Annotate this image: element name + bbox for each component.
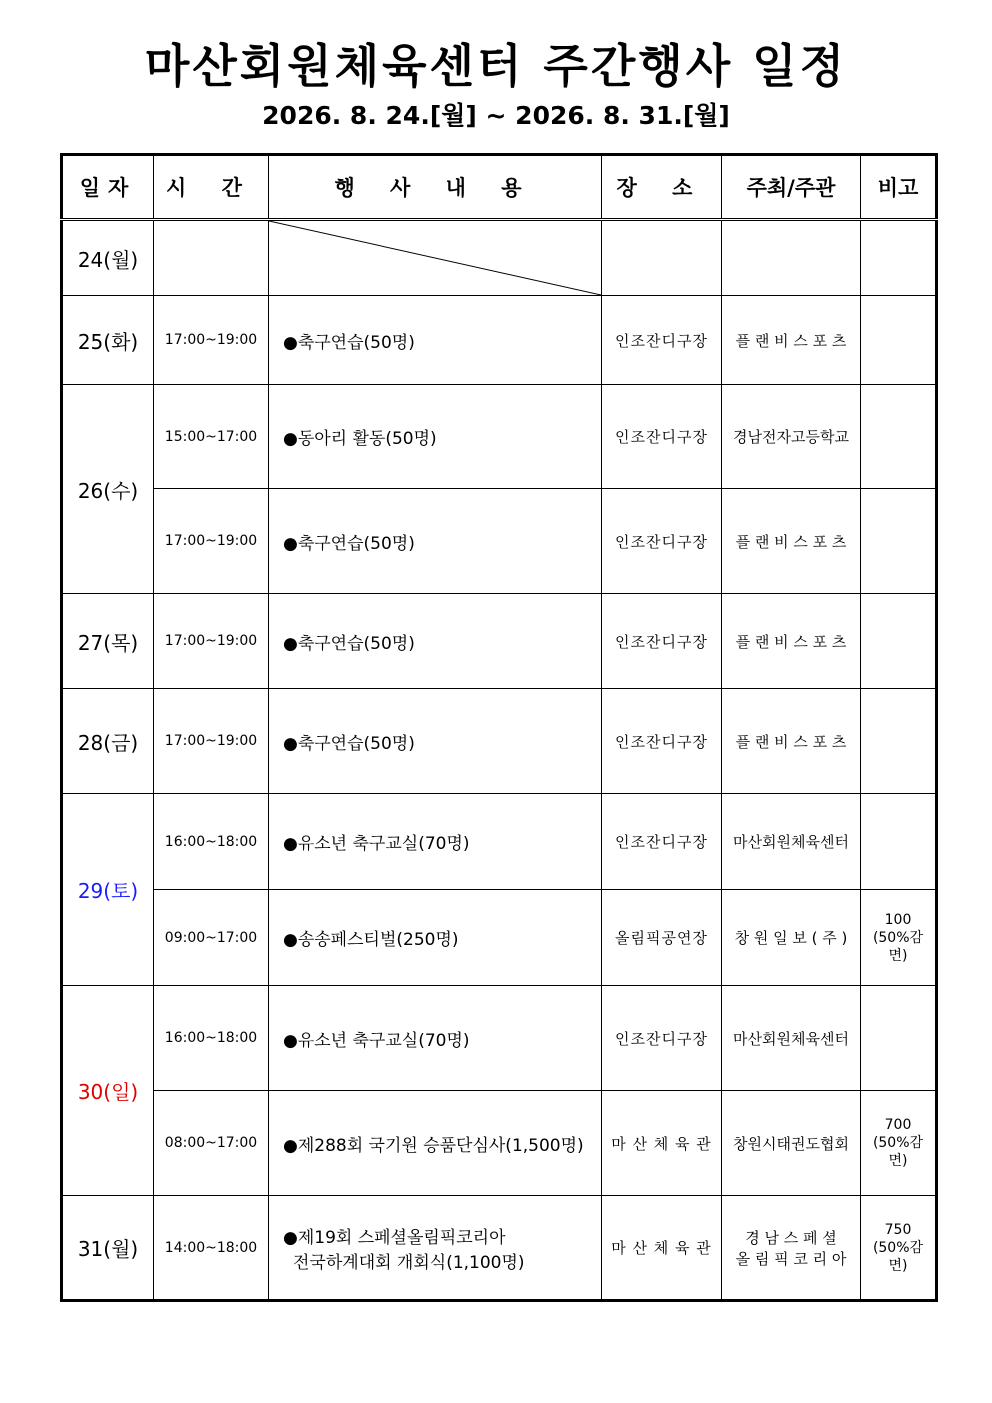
note-line: 100 [884, 911, 912, 928]
host-cell: 마산회원체육센터 [722, 794, 861, 890]
time-cell: 15:00~17:00 [154, 385, 269, 489]
empty-content-cell [269, 220, 602, 296]
page-title: 마산회원체육센터 주간행사 일정 [144, 39, 848, 93]
header-row [62, 155, 937, 220]
header-place: 장 소 [602, 155, 722, 220]
note-line: (50%감 [872, 1239, 924, 1256]
time-cell: 16:00~18:00 [154, 794, 269, 890]
table-row [62, 890, 937, 986]
note-cell [861, 890, 937, 986]
host-cell: 경남전자고등학교 [722, 385, 861, 489]
table-row [62, 489, 937, 594]
host-cell [722, 220, 861, 296]
time-cell: 17:00~19:00 [154, 296, 269, 385]
table-row [62, 594, 937, 689]
diagonal-line [269, 221, 601, 295]
note-cell [861, 594, 937, 689]
host-cell: 플 랜 비 스 포 츠 [722, 594, 861, 689]
note-cell [861, 1091, 937, 1196]
note-line: 면) [888, 947, 908, 964]
place-cell: 인조잔디구장 [602, 794, 722, 890]
note-cell [861, 385, 937, 489]
table-row [62, 296, 937, 385]
table-row [62, 1091, 937, 1196]
place-cell: 인조잔디구장 [602, 689, 722, 794]
note-line: 750 [884, 1221, 912, 1238]
content-cell: ●축구연습(50명) [269, 689, 602, 794]
table-row [62, 689, 937, 794]
header-note: 비고 [861, 155, 937, 220]
note-cell [861, 689, 937, 794]
content-cell: ●송송페스티벌(250명) [269, 890, 602, 986]
time-cell: 09:00~17:00 [154, 890, 269, 986]
host-cell: 플 랜 비 스 포 츠 [722, 689, 861, 794]
content-cell: ●제288회 국기원 승품단심사(1,500명) [269, 1091, 602, 1196]
note-line: (50%감 [872, 929, 924, 946]
date-cell: 27(목) [62, 594, 154, 689]
place-cell [602, 220, 722, 296]
host-cell: 플 랜 비 스 포 츠 [722, 296, 861, 385]
note-cell [861, 794, 937, 890]
host-line-2: 올 림 픽 코 리 아 [735, 1249, 847, 1268]
time-cell: 17:00~19:00 [154, 594, 269, 689]
date-cell: 28(금) [62, 689, 154, 794]
time-cell: 17:00~19:00 [154, 489, 269, 594]
note-line: 700 [884, 1117, 912, 1133]
content-line-1: ●제19회 스페셜올림픽코리아 [283, 1227, 506, 1248]
note-cell [861, 489, 937, 594]
time-cell [154, 220, 269, 296]
header-date: 일자 [62, 155, 154, 220]
header-time: 시 간 [154, 155, 269, 220]
header-content: 행 사 내 용 [269, 155, 602, 220]
table-row [62, 385, 937, 489]
place-cell: 인조잔디구장 [602, 986, 722, 1091]
schedule-table [60, 153, 938, 1302]
note-line: 면) [888, 1153, 908, 1169]
place-cell: 인조잔디구장 [602, 296, 722, 385]
note-line: (50%감 [872, 1135, 924, 1151]
content-cell: ●유소년 축구교실(70명) [269, 986, 602, 1091]
content-cell: ●축구연습(50명) [269, 296, 602, 385]
date-cell: 26(수) [62, 385, 154, 594]
time-cell: 08:00~17:00 [154, 1091, 269, 1196]
host-line-1: 경 남 스 페 셜 [745, 1228, 837, 1247]
table-row [62, 794, 937, 890]
host-cell: 마산회원체육센터 [722, 986, 861, 1091]
content-cell: ●동아리 활동(50명) [269, 385, 602, 489]
content-cell: ●유소년 축구교실(70명) [269, 794, 602, 890]
time-cell: 16:00~18:00 [154, 986, 269, 1091]
place-cell: 마 산 체 육 관 [602, 1196, 722, 1301]
table-row [62, 220, 937, 296]
time-cell: 17:00~19:00 [154, 689, 269, 794]
note-cell [861, 296, 937, 385]
place-cell: 인조잔디구장 [602, 489, 722, 594]
date-range: 2026. 8. 24.[월] ~ 2026. 8. 31.[월] [262, 101, 730, 130]
date-cell: 31(월) [62, 1196, 154, 1301]
content-cell: ●축구연습(50명) [269, 489, 602, 594]
note-line: 면) [888, 1257, 908, 1274]
host-cell [722, 1196, 861, 1301]
note-cell [861, 986, 937, 1091]
content-line-2: 전국하계대회 개회식(1,100명) [293, 1252, 525, 1273]
place-cell: 마 산 체 육 관 [602, 1091, 722, 1196]
place-cell: 인조잔디구장 [602, 385, 722, 489]
content-cell: ●축구연습(50명) [269, 594, 602, 689]
table-row [62, 1196, 937, 1301]
date-cell: 24(월) [62, 220, 154, 296]
header-host: 주최/주관 [722, 155, 861, 220]
date-cell: 25(화) [62, 296, 154, 385]
note-cell [861, 1196, 937, 1301]
host-cell: 창원시태권도협회 [722, 1091, 861, 1196]
place-cell: 인조잔디구장 [602, 594, 722, 689]
table-row [62, 986, 937, 1091]
place-cell: 올림픽공연장 [602, 890, 722, 986]
time-cell: 14:00~18:00 [154, 1196, 269, 1301]
host-cell: 창 원 일 보 ( 주 ) [722, 890, 861, 986]
date-cell-saturday: 29(토) [62, 794, 154, 986]
date-cell-sunday: 30(일) [62, 986, 154, 1196]
content-cell [269, 1196, 602, 1301]
note-cell [861, 220, 937, 296]
host-cell: 플 랜 비 스 포 츠 [722, 489, 861, 594]
